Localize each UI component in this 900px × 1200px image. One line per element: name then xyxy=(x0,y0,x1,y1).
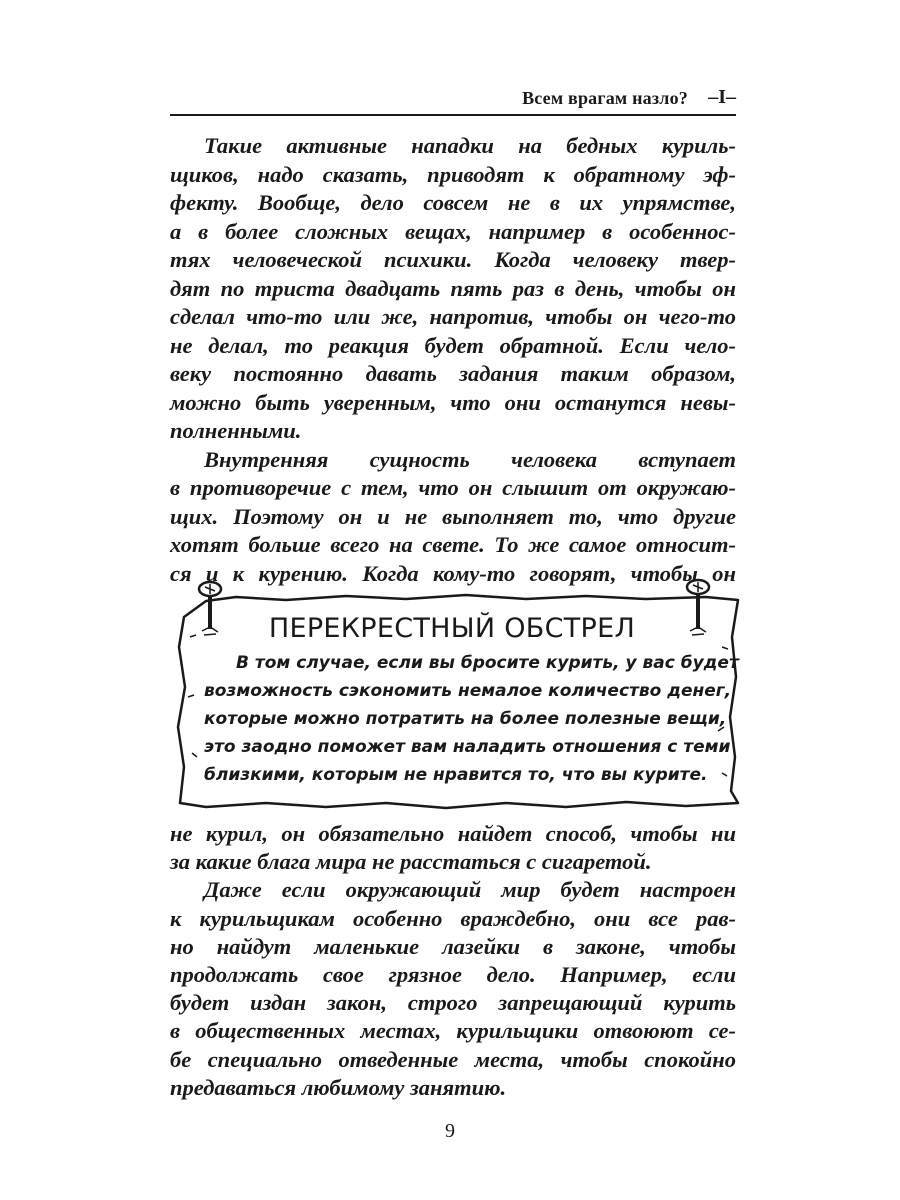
sidebar-callout xyxy=(166,577,744,815)
body-line: за какие блага мира не расстаться с сигаретой. xyxy=(170,849,652,875)
body-line: веку постоянно давать задания таким образом, xyxy=(170,361,736,386)
body-line: предаваться любимому занятию. xyxy=(170,1074,507,1100)
running-header xyxy=(170,84,736,116)
body-line: щиков, надо сказать, приводят к обратному эф- xyxy=(170,161,736,187)
body-line: щих. Поэтому он и не выполняет то, что другие xyxy=(170,503,736,529)
sidebar-line: которые можно потратить на более полезные вещи, xyxy=(204,709,727,729)
sidebar-title: ПЕРЕКРЕСТНЫЙ ОБСТРЕЛ xyxy=(268,613,636,644)
sidebar-line: близкими, которым не нравится то, что вы курите. xyxy=(204,765,708,785)
body-line: Даже если окружающий мир будет настроен xyxy=(204,877,736,903)
body-line: будет издан закон, строго запрещающий курить xyxy=(170,990,736,1016)
body-line: в общественных местах, курильщики отвоюют се- xyxy=(170,1018,736,1044)
body-line: Такие активные нападки на бедных куриль- xyxy=(204,133,736,158)
body-line: продолжать свое грязное дело. Например, если xyxy=(170,962,736,987)
page-number: 9 xyxy=(445,1120,455,1142)
body-line: полненными. xyxy=(170,418,302,443)
body-line: можно быть уверенным, что они останутся невы- xyxy=(170,389,736,415)
body-line: хотят больше всего на свете. То же самое относит- xyxy=(170,532,736,557)
body-line: а в более сложных вещах, например в особеннос- xyxy=(170,218,736,244)
body-line: в противоречие с тем, что он слышит от окружаю- xyxy=(170,475,736,500)
body-line: но найдут маленькие лазейки в законе, чтобы xyxy=(170,933,736,959)
body-line: Внутренняя сущность человека вступает xyxy=(204,446,736,472)
body-line: не курил, он обязательно найдет способ, чтобы ни xyxy=(170,821,736,846)
body-line: тях человеческой психики. Когда человеку твер- xyxy=(170,247,736,272)
sidebar-line: возможность сэкономить немалое количество денег, xyxy=(204,681,732,701)
body-line: дят по триста двадцать пять раз в день, чтобы он xyxy=(170,275,736,301)
body-line: фекту. Вообще, дело совсем не в их упрямстве, xyxy=(170,190,736,215)
sidebar-line: это заодно поможет вам наладить отношения с теми xyxy=(204,737,731,757)
sidebar-line: В том случае, если вы бросите курить, у вас будет xyxy=(236,653,739,673)
chapter-marker: –I– xyxy=(708,86,736,108)
body-line: ся и к курению. Когда кому-то говорят, чтобы он xyxy=(170,560,736,586)
body-line: не делал, то реакция будет обратной. Если чело- xyxy=(170,332,736,358)
running-header-title: Всем врагам назло? xyxy=(522,88,688,108)
body-line: к курильщикам особенно враждебно, они все рав- xyxy=(170,905,736,931)
body-line: сделал что-то или же, напротив, чтобы он чего-то xyxy=(170,304,736,329)
body-line: бе специально отведенные места, чтобы спокойно xyxy=(170,1046,736,1072)
